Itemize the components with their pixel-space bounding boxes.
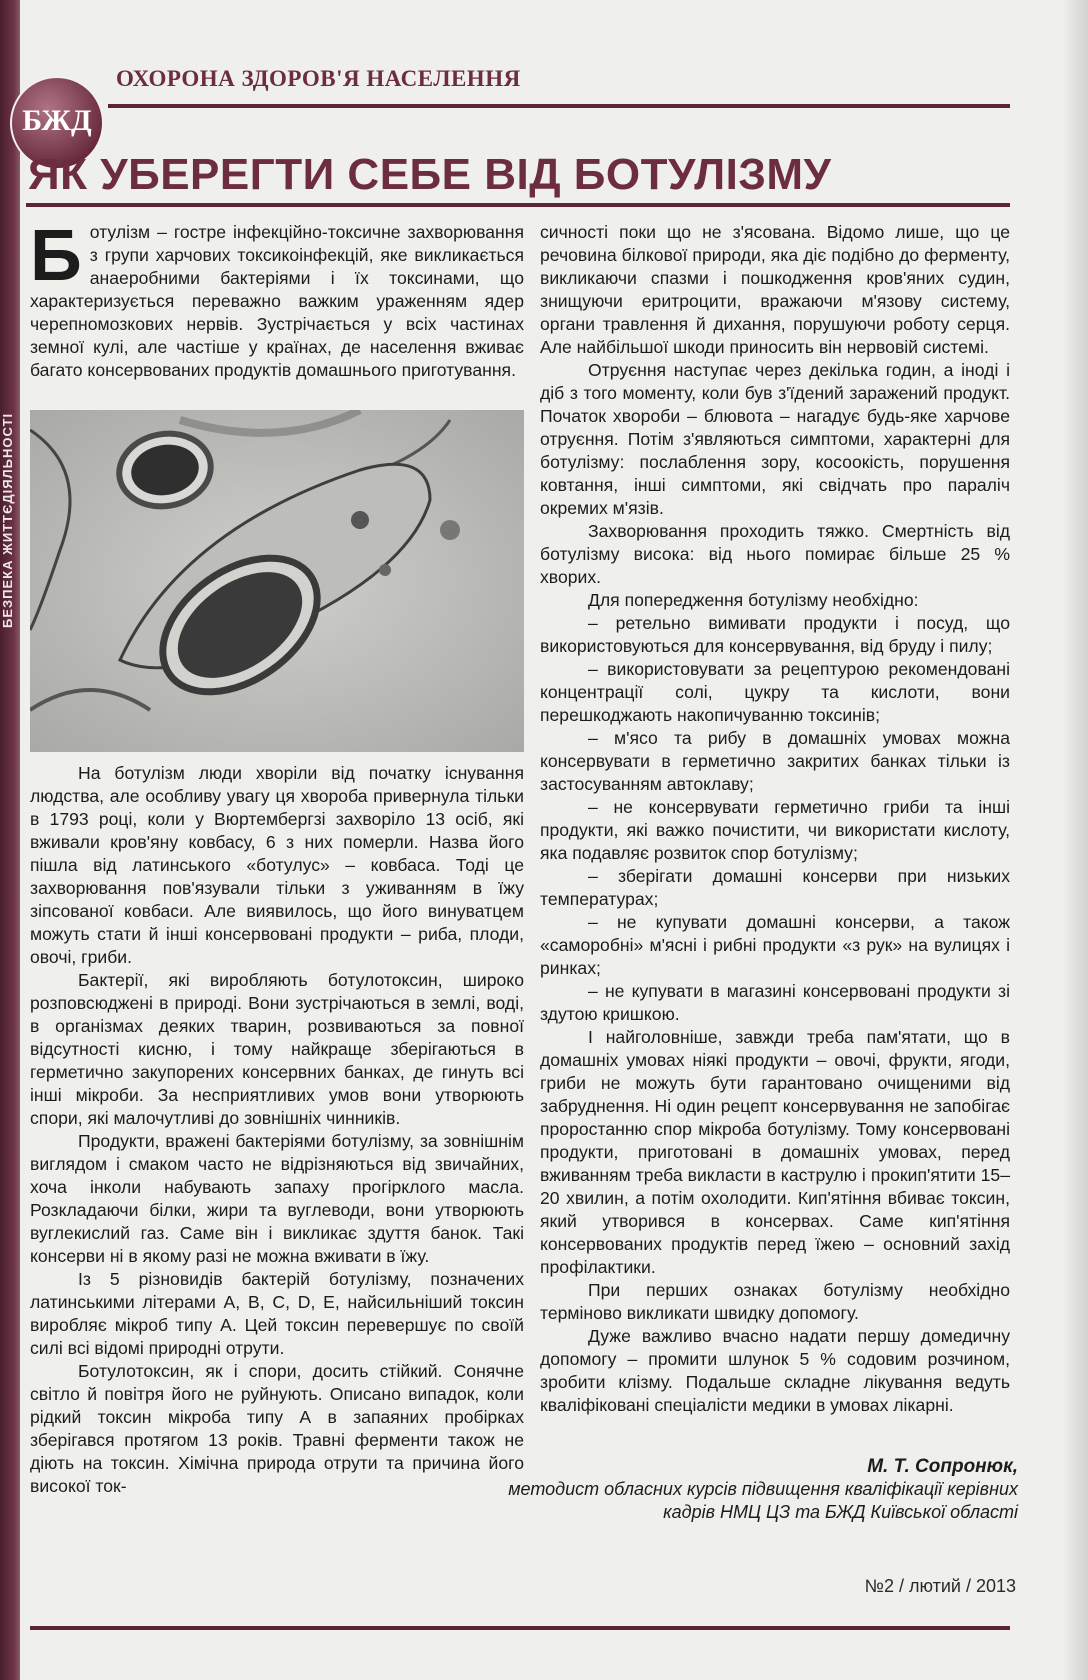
paragraph: Із 5 різновидів бактерій ботулізму, позначених латинськими літерами А, В, С, D, Е, найсильніший токсин виробляє мікроб типу А. Цей токсин перевершує по своїй силі всі відомі природні отрути. xyxy=(30,1269,524,1358)
list-item: – не купувати домашні консерви, а також «саморобні» м'ясні і рибні продукти «з рук» на вулицях і ринках; xyxy=(540,912,1010,978)
section-title: ОХОРОНА ЗДОРОВ'Я НАСЕЛЕННЯ xyxy=(116,66,521,91)
logo-text: БЖД xyxy=(22,104,92,137)
issue-number: №2 / лютий / 2013 xyxy=(864,1576,1016,1596)
paragraph: сичності поки що не з'ясована. Відомо лише, що це речовина білкової природи, яка діє подібно до ферменту, викликаючи спазми і пошкодження кров'яних судин, знищуючи еритроцити, вражаючи м'язову систему, органи травлення й дихання, порушуючи роботу серця. Але найбільшої шкоди приносить він нервовій системі. xyxy=(540,222,1010,357)
bacteria-micrograph xyxy=(30,410,524,752)
list-item: – ретельно вимивати продукти і посуд, що використовуються для консервування, від бруду і пилу; xyxy=(540,613,1010,656)
paragraph: Бактерії, які виробляють ботулотоксин, широко розповсюджені в природі. Вони зустрічаються в землі, воді, в організмах деяких тварин, розвиваються за повної відсутності кисню, і тому найкраще зберігаються в герметично закупорених консервних банках, де гинуть всі інші мікроби. За несприятливих умов вони утворюють спори, які малочутливі до зовнішніх чинників. xyxy=(30,970,524,1128)
author-name: М. Т. Сопронюк, xyxy=(867,1456,1018,1477)
author-role: методист обласних курсів підвищення кваліфікації керівних кадрів НМЦ ЦЗ та БЖД Київської області xyxy=(508,1479,1018,1522)
footer-rule xyxy=(30,1626,1010,1630)
article-intro xyxy=(30,216,524,382)
list-item: – не консервувати герметично гриби та інші продукти, які важко почистити, чи використати кислоту, яка подавляє розвиток спор ботулізму; xyxy=(540,797,1010,863)
list-item: – зберігати домашні консерви при низьких температурах; xyxy=(540,866,1010,909)
paragraph: Отруєння наступає через декілька годин, а іноді і діб з того моменту, коли був з'їдений заражений продукт. Початок хвороби – блювота – нагадує будь-яке харчове отруєння. Потім з'являються симптоми, характерні для ботулізму: послаблення зору, косоокість, порушення ковтання, інші симптоми, які свідчать про параліч окремих м'язів. xyxy=(540,360,1010,518)
intro-text: отулізм – гостре інфекційно-токсичне захворювання з групи харчових токсикоінфекцій, яке викликається анаеробними бактеріями і їх токсинами, що характеризується переважно важким ураженням ядер черепномозкових нервів. Зустрічається у всіх частинах земної кулі, але частіше у країнах, де населення вживає багато консервованих продуктів домашнього приготування. xyxy=(30,222,524,380)
page-fold-shadow xyxy=(1062,0,1088,1680)
article-title: ЯК УБЕРЕГТИ СЕБЕ ВІД БОТУЛІЗМУ xyxy=(28,150,832,199)
paragraph: І найголовніше, завжди треба пам'ятати, що в домашніх умовах ніякі продукти – овочі, фрукти, ягоди, гриби не можуть бути гарантовано очищеними від забруднення. Ні один рецепт консервування не запобігає проростанню спор мікроба ботулізму. Тому консервовані продукти, приготовані в домашніх умовах, перед вживанням треба викласти в каструлю і прокип'ятити 15–20 хвилин, а потім охолодити. Кип'ятіння вбиває токсин, який утворився в консервах. Саме кип'ятіння консервованих продуктів перед їжею – основний захід профілактики. xyxy=(540,1027,1010,1277)
paragraph: На ботулізм люди хворіли від початку існування людства, але особливу увагу ця хвороба привернула тільки в 1793 році, коли у Вюртембергзі захворіло 13 осіб, які вживали кров'яну ковбасу, 6 з них померли. Назва його пішла від латинського «ботулус» – ковбаса. Тоді це захворювання пов'язували тільки з уживанням в їжу зіпсованої ковбаси. Але виявилось, що його винуватцем можуть стати й інші консервовані продукти – риба, плоди, овочі, гриби. xyxy=(30,763,524,967)
title-rule xyxy=(26,203,1010,207)
list-item: – м'ясо та рибу в домашніх умовах можна консервувати в герметично закритих банках тільки із застосуванням автоклаву; xyxy=(540,728,1010,794)
paragraph: Для попередження ботулізму необхідно: xyxy=(588,590,919,610)
author-block xyxy=(498,1455,1018,1524)
paragraph: Продукти, вражені бактеріями ботулізму, за зовнішнім виглядом і смаком часто не відрізняються від звичайних, хоча інколи набувають запаху прогірклого масла. Розкладаючи білки, жири та вуглеводи, вони утворюють вуглекислий газ. Саме він і викликає здуття банок. Такі консерви ні в якому разі не можна вживати в їжу. xyxy=(30,1131,524,1266)
column-right xyxy=(540,221,1010,1417)
paragraph: Ботулотоксин, як і спори, досить стійкий. Сонячне світло й повітря його не руйнують. Описано випадок, коли рідкий токсин мікроба типу А в запаяних пробірках зберігався протягом 13 років. Травні ферменти також не діють на токсин. Хімічна природа отрути та причина його високої ток- xyxy=(30,1361,524,1496)
section-rule xyxy=(108,104,1010,108)
drop-cap: Б xyxy=(30,216,82,296)
spine-label: БЕЗПЕКА ЖИТТЄДІЯЛЬНОСТІ xyxy=(0,412,15,628)
paragraph: При перших ознаках ботулізму необхідно терміново викликати швидку допомогу. xyxy=(540,1280,1010,1323)
paragraph: Дуже важливо вчасно надати першу домедичну допомогу – промити шлунок 5 % содовим розчином, зробити клізму. Подальше складне лікування ведуть кваліфіковані спеціалісти медики в умовах лікарні. xyxy=(540,1326,1010,1415)
list-item: – використовувати за рецептурою рекомендовані концентрації солі, цукру та кислоти, вони перешкоджають накопичуванню токсинів; xyxy=(540,659,1010,725)
column-left xyxy=(30,762,524,1498)
page-spine xyxy=(0,0,20,1680)
list-item: – не купувати в магазині консервовані продукти зі здутою кришкою. xyxy=(540,981,1010,1024)
micrograph-image xyxy=(30,410,524,752)
paragraph: Захворювання проходить тяжко. Смертність від ботулізму висока: від нього помирає більше 25 % хворих. xyxy=(540,521,1010,587)
